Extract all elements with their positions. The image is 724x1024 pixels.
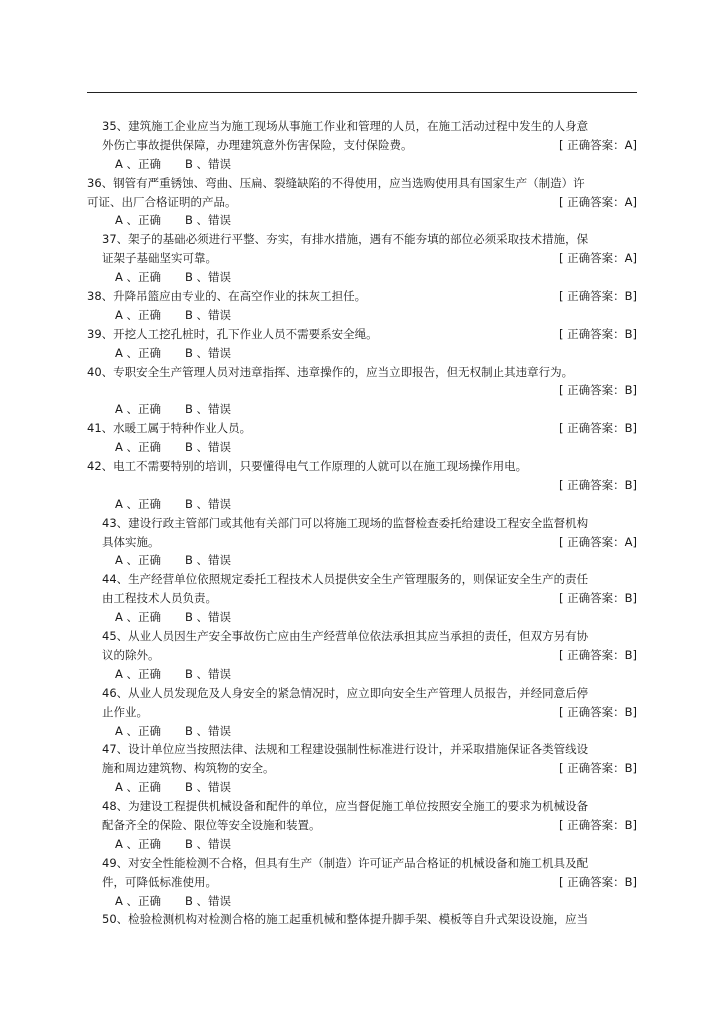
question-text: 、开挖人工挖孔桩时，孔下作业人员不需要系安全绳。	[101, 326, 378, 341]
option-a: A 、正确	[115, 496, 162, 511]
option-a: A 、正确	[115, 213, 162, 228]
question-number: 43	[102, 515, 117, 530]
question-36	[87, 174, 637, 231]
question-text-line	[87, 684, 637, 703]
question-text: 证架子基础坚实可靠。	[102, 251, 217, 266]
question-text-line	[87, 514, 637, 533]
option-b: B 、错误	[185, 345, 232, 360]
option-b: B 、错误	[185, 156, 232, 171]
option-a: A 、正确	[115, 553, 162, 568]
correct-answer: [ 正确答案：A]	[559, 194, 637, 209]
question-number: 36	[87, 175, 102, 190]
question-number: 47	[102, 742, 117, 757]
question-text-line	[87, 174, 637, 193]
option-a: A 、正确	[115, 307, 162, 322]
question-text-line	[87, 740, 637, 759]
question-text-line	[87, 287, 637, 306]
question-43	[87, 514, 637, 571]
question-text-line	[87, 193, 637, 212]
question-text-line	[87, 136, 637, 155]
option-b: B 、错误	[185, 553, 232, 568]
question-text: 外伤亡事故提供保障，办理建筑意外伤害保险，支付保险费。	[102, 137, 413, 152]
question-text: 件，可降低标准使用。	[102, 874, 217, 889]
question-text: 配备齐全的保险、限位等安全设施和装置。	[102, 817, 321, 832]
question-text: 、对安全性能检测不合格，但具有生产（制造）许可证产品合格证的机械设备和施工机具及配	[116, 855, 589, 870]
question-text: 止作业。	[102, 704, 148, 719]
question-number: 35	[102, 119, 117, 133]
option-a: A 、正确	[115, 270, 162, 285]
option-b: B 、错误	[185, 440, 232, 455]
question-text-line	[87, 873, 637, 892]
option-b: B 、错误	[185, 893, 232, 908]
question-40	[87, 363, 637, 420]
option-a: A 、正确	[115, 440, 162, 455]
question-text: 可证、出厂合格证明的产品。	[87, 194, 237, 209]
question-text-line	[87, 910, 637, 929]
question-number: 49	[102, 855, 117, 870]
question-text-line	[87, 249, 637, 268]
question-48	[87, 797, 637, 854]
question-text-line	[87, 627, 637, 646]
question-text-line	[87, 457, 637, 476]
question-text-line	[87, 117, 637, 136]
option-a: A 、正确	[115, 836, 162, 851]
answer-options	[87, 344, 637, 363]
question-number: 48	[102, 799, 117, 814]
option-a: A 、正确	[115, 780, 162, 795]
option-b: B 、错误	[185, 307, 232, 322]
question-text: 、为建设工程提供机械设备和配件的单位，应当督促施工单位按照安全施工的要求为机械设备	[116, 799, 589, 814]
question-text-line	[87, 759, 637, 778]
option-b: B 、错误	[185, 496, 232, 511]
question-number: 50	[102, 912, 117, 927]
answer-options	[87, 892, 637, 911]
question-46	[87, 684, 637, 741]
answer-options	[87, 608, 637, 627]
answer-options	[87, 835, 637, 854]
question-number: 45	[102, 629, 117, 644]
question-42	[87, 457, 637, 514]
question-text: 、电工不需要特别的培训，只要懂得电气工作原理的人就可以在施工现场操作用电。	[101, 459, 528, 474]
option-a: A 、正确	[115, 893, 162, 908]
option-b: B 、错误	[185, 666, 232, 681]
question-list	[87, 117, 637, 929]
correct-answer: [ 正确答案：A]	[559, 251, 637, 266]
correct-answer: [ 正确答案：A]	[559, 534, 637, 549]
question-text: 、检验检测机构对检测合格的施工起重机械和整体提升脚手架、模板等自升式架设设施，应当	[116, 912, 589, 927]
question-number: 38	[87, 289, 102, 304]
question-text: 由工程技术人员负责。	[102, 591, 217, 606]
option-b: B 、错误	[185, 270, 232, 285]
correct-answer: [ 正确答案：B]	[558, 874, 637, 889]
option-b: B 、错误	[185, 213, 232, 228]
question-39	[87, 325, 637, 363]
header-rule	[87, 92, 637, 93]
question-text: 、架子的基础必须进行平整、夯实，有排水措施，遇有不能夯填的部位必须采取技术措施，保	[116, 232, 589, 247]
correct-answer: [ 正确答案：B]	[558, 477, 637, 492]
question-text-line	[87, 854, 637, 873]
question-45	[87, 627, 637, 684]
question-text-line	[87, 419, 637, 438]
question-text: 、生产经营单位依照规定委托工程技术人员提供安全生产管理服务的，则保证安全生产的责任	[116, 572, 589, 587]
answer-options	[87, 495, 637, 514]
question-text: 、建设行政主管部门或其他有关部门可以将施工现场的监督检查委托给建设工程安全监督机构	[116, 515, 589, 530]
question-number: 39	[87, 326, 102, 341]
answer-options	[87, 551, 637, 570]
question-47	[87, 740, 637, 797]
correct-answer: [ 正确答案：B]	[558, 761, 637, 776]
option-b: B 、错误	[185, 780, 232, 795]
answer-options	[87, 722, 637, 741]
question-text-line	[87, 816, 637, 835]
question-text: 、升降吊篮应由专业的、在高空作业的抹灰工担任。	[101, 289, 367, 304]
question-number: 42	[87, 459, 102, 474]
question-44	[87, 570, 637, 627]
correct-answer: [ 正确答案：B]	[558, 817, 637, 832]
option-a: A 、正确	[115, 156, 162, 171]
correct-answer: [ 正确答案：B]	[558, 326, 637, 341]
answer-options	[87, 268, 637, 287]
question-text-line	[87, 797, 637, 816]
question-text: 、建筑施工企业应当为施工现场从事施工作业和管理的人员，在施工活动过程中发生的人身意	[116, 119, 589, 133]
option-b: B 、错误	[185, 402, 232, 417]
question-number: 46	[102, 685, 117, 700]
question-text-line	[87, 533, 637, 552]
question-50	[87, 910, 637, 929]
question-text-line	[87, 646, 637, 665]
option-a: A 、正确	[115, 723, 162, 738]
option-b: B 、错误	[185, 610, 232, 625]
question-41	[87, 419, 637, 457]
question-number: 40	[87, 364, 102, 379]
question-text: 、钢管有严重锈蚀、弯曲、压扁、裂缝缺陷的不得使用，应当选购使用具有国家生产（制造）许	[101, 175, 585, 190]
question-text-line	[87, 703, 637, 722]
question-text: 、从业人员因生产安全事故伤亡应由生产经营单位依法承担其应当承担的责任，但双方另有协	[116, 629, 589, 644]
correct-answer: [ 正确答案：B]	[558, 591, 637, 606]
question-text: 议的除外。	[102, 647, 160, 662]
question-text-line	[87, 230, 637, 249]
question-text: 、设计单位应当按照法律、法规和工程建设强制性标准进行设计，并采取措施保证各类管线设	[116, 742, 589, 757]
answer-options	[87, 778, 637, 797]
correct-answer: [ 正确答案：B]	[558, 704, 637, 719]
answer-options	[87, 211, 637, 230]
question-text: 、从业人员发现危及人身安全的紧急情况时，应立即向安全生产管理人员报告，并经同意后停	[116, 685, 589, 700]
question-number: 44	[102, 572, 117, 587]
correct-answer: [ 正确答案：B]	[558, 647, 637, 662]
question-text: 、专职安全生产管理人员对违章指挥、违章操作的，应当立即报告，但无权制止其违章行为。	[101, 364, 574, 379]
question-text: 施和周边建筑物、构筑物的安全。	[102, 761, 275, 776]
question-35	[87, 117, 637, 174]
option-a: A 、正确	[115, 402, 162, 417]
correct-answer: [ 正确答案：B]	[558, 421, 637, 436]
correct-answer: [ 正确答案：B]	[558, 383, 637, 398]
question-text-line	[87, 325, 637, 344]
option-a: A 、正确	[115, 610, 162, 625]
question-number: 41	[87, 421, 102, 436]
option-b: B 、错误	[185, 723, 232, 738]
answer-options	[87, 665, 637, 684]
answer-options	[87, 306, 637, 325]
option-a: A 、正确	[115, 666, 162, 681]
question-text: 、水暖工属于特种作业人员。	[101, 421, 252, 436]
option-b: B 、错误	[185, 836, 232, 851]
question-number: 37	[102, 232, 117, 247]
answer-options	[87, 400, 637, 419]
question-text-line	[87, 363, 637, 382]
option-a: A 、正确	[115, 345, 162, 360]
question-text: 具体实施。	[102, 534, 160, 549]
question-37	[87, 230, 637, 287]
correct-answer: [ 正确答案：B]	[558, 289, 637, 304]
correct-answer: [ 正确答案：A]	[559, 137, 637, 152]
question-49	[87, 854, 637, 911]
question-38	[87, 287, 637, 325]
answer-options	[87, 438, 637, 457]
answer-options	[87, 155, 637, 174]
question-text-line	[87, 570, 637, 589]
question-text-line	[87, 589, 637, 608]
